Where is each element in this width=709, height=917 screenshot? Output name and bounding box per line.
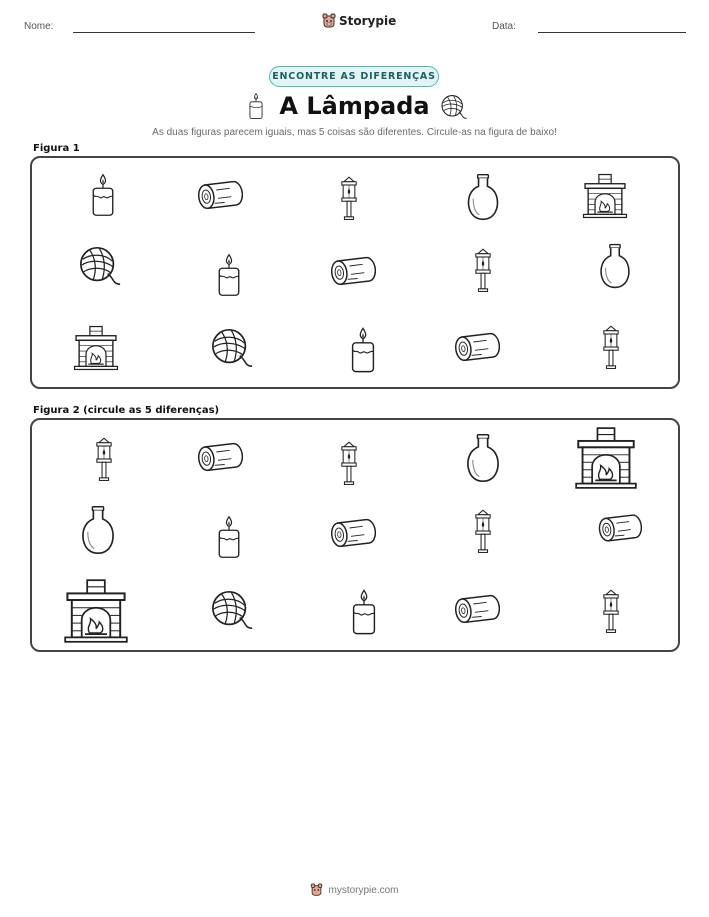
fireplace-icon[interactable] [574,423,638,498]
name-label: Nome: [24,21,54,32]
lantern-icon[interactable] [336,436,362,495]
log-icon[interactable] [193,440,243,479]
footer [0,883,709,897]
footer-url[interactable]: mystorypie.com [328,884,399,896]
figure2-label: Figura 2 (circule as 5 diferenças) [33,405,220,416]
vase-icon [464,172,502,227]
date-field[interactable] [538,32,686,33]
candle-icon [88,172,118,223]
brand-name: Storypie [339,14,397,28]
instructions: As duas figuras parecem iguais, mas 5 coisas são diferentes. Circule-as na figura de baixo! [152,127,557,138]
log-icon[interactable] [594,512,642,549]
vase-icon[interactable] [77,504,119,561]
log-icon [193,178,243,217]
log-icon[interactable] [326,516,376,555]
lantern-icon[interactable] [91,432,117,491]
activity-badge: ENCONTRE AS DIFERENÇAS [269,66,439,87]
brand-logo [322,13,396,29]
log-icon[interactable] [450,592,500,631]
fireplace-icon [582,170,628,227]
fireplace-icon [73,322,119,379]
lantern-icon [470,244,496,301]
vase-icon [597,242,633,295]
date-label: Data: [492,21,516,32]
storypie-mascot-icon [310,883,323,897]
page-title: A Lâmpada [279,92,430,120]
candle-icon[interactable] [348,588,380,641]
fireplace-icon[interactable] [63,575,129,652]
yarn-icon[interactable] [208,588,256,637]
candle-icon [347,326,379,379]
candle-icon[interactable] [214,514,244,565]
lantern-icon[interactable] [470,504,496,563]
figure1-label: Figura 1 [33,143,80,154]
log-icon [450,330,500,369]
storypie-mascot-icon [322,13,336,29]
lantern-icon [598,320,624,379]
title-yarn-icon [439,93,469,121]
lantern-icon[interactable] [598,584,624,643]
log-icon [326,254,376,293]
vase-icon[interactable] [464,432,502,489]
candle-icon [214,252,244,303]
name-field[interactable] [73,32,255,33]
yarn-icon [208,326,256,375]
lantern-icon [336,172,362,229]
yarn-icon [76,244,124,293]
